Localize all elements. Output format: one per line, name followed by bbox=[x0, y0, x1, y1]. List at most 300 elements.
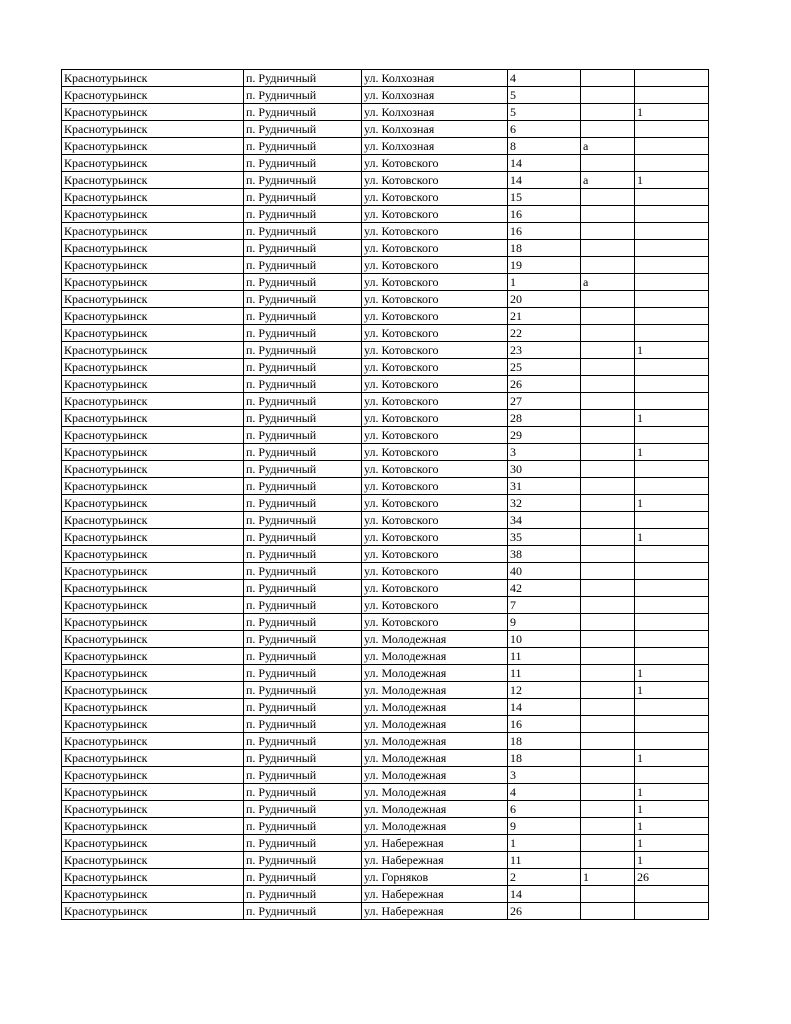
street-cell: ул. Набережная bbox=[362, 886, 508, 903]
street-cell: ул. Молодежная bbox=[362, 767, 508, 784]
street-cell: ул. Горняков bbox=[362, 869, 508, 886]
table-row bbox=[62, 852, 709, 869]
city-cell: Краснотурьинск bbox=[62, 512, 244, 529]
city-cell: Краснотурьинск bbox=[62, 733, 244, 750]
letter-cell bbox=[581, 155, 635, 172]
street-cell: ул. Котовского bbox=[362, 461, 508, 478]
table-row bbox=[62, 70, 709, 87]
letter-cell bbox=[581, 410, 635, 427]
settlement-cell: п. Рудничный bbox=[244, 682, 362, 699]
table-row bbox=[62, 767, 709, 784]
extra-cell bbox=[635, 699, 709, 716]
letter-cell bbox=[581, 529, 635, 546]
city-cell: Краснотурьинск bbox=[62, 155, 244, 172]
street-cell: ул. Котовского bbox=[362, 172, 508, 189]
extra-cell bbox=[635, 461, 709, 478]
house-number-cell: 23 bbox=[508, 342, 581, 359]
settlement-cell: п. Рудничный bbox=[244, 699, 362, 716]
extra-cell: 1 bbox=[635, 835, 709, 852]
settlement-cell: п. Рудничный bbox=[244, 648, 362, 665]
extra-cell bbox=[635, 308, 709, 325]
settlement-cell: п. Рудничный bbox=[244, 495, 362, 512]
letter-cell bbox=[581, 393, 635, 410]
house-number-cell: 6 bbox=[508, 121, 581, 138]
table-row bbox=[62, 835, 709, 852]
city-cell: Краснотурьинск bbox=[62, 291, 244, 308]
house-number-cell: 11 bbox=[508, 648, 581, 665]
city-cell: Краснотурьинск bbox=[62, 70, 244, 87]
extra-cell: 1 bbox=[635, 750, 709, 767]
extra-cell bbox=[635, 478, 709, 495]
city-cell: Краснотурьинск bbox=[62, 869, 244, 886]
extra-cell bbox=[635, 427, 709, 444]
letter-cell bbox=[581, 886, 635, 903]
extra-cell bbox=[635, 87, 709, 104]
extra-cell bbox=[635, 155, 709, 172]
city-cell: Краснотурьинск bbox=[62, 546, 244, 563]
city-cell: Краснотурьинск bbox=[62, 223, 244, 240]
settlement-cell: п. Рудничный bbox=[244, 869, 362, 886]
letter-cell bbox=[581, 512, 635, 529]
settlement-cell: п. Рудничный bbox=[244, 274, 362, 291]
letter-cell bbox=[581, 325, 635, 342]
street-cell: ул. Котовского bbox=[362, 444, 508, 461]
address-table-body bbox=[62, 70, 709, 920]
table-row bbox=[62, 393, 709, 410]
street-cell: ул. Котовского bbox=[362, 614, 508, 631]
settlement-cell: п. Рудничный bbox=[244, 342, 362, 359]
house-number-cell: 34 bbox=[508, 512, 581, 529]
city-cell: Краснотурьинск bbox=[62, 121, 244, 138]
letter-cell bbox=[581, 291, 635, 308]
extra-cell bbox=[635, 189, 709, 206]
table-row bbox=[62, 784, 709, 801]
extra-cell bbox=[635, 223, 709, 240]
city-cell: Краснотурьинск bbox=[62, 87, 244, 104]
table-row bbox=[62, 410, 709, 427]
extra-cell bbox=[635, 631, 709, 648]
extra-cell bbox=[635, 648, 709, 665]
settlement-cell: п. Рудничный bbox=[244, 716, 362, 733]
city-cell: Краснотурьинск bbox=[62, 393, 244, 410]
house-number-cell: 20 bbox=[508, 291, 581, 308]
city-cell: Краснотурьинск bbox=[62, 665, 244, 682]
extra-cell: 1 bbox=[635, 784, 709, 801]
letter-cell bbox=[581, 223, 635, 240]
street-cell: ул. Котовского bbox=[362, 546, 508, 563]
extra-cell bbox=[635, 580, 709, 597]
street-cell: ул. Котовского bbox=[362, 342, 508, 359]
extra-cell bbox=[635, 359, 709, 376]
letter-cell bbox=[581, 580, 635, 597]
street-cell: ул. Котовского bbox=[362, 495, 508, 512]
settlement-cell: п. Рудничный bbox=[244, 376, 362, 393]
letter-cell bbox=[581, 478, 635, 495]
extra-cell bbox=[635, 716, 709, 733]
house-number-cell: 38 bbox=[508, 546, 581, 563]
extra-cell bbox=[635, 512, 709, 529]
extra-cell bbox=[635, 206, 709, 223]
city-cell: Краснотурьинск bbox=[62, 359, 244, 376]
city-cell: Краснотурьинск bbox=[62, 886, 244, 903]
extra-cell: 1 bbox=[635, 342, 709, 359]
letter-cell bbox=[581, 733, 635, 750]
letter-cell bbox=[581, 767, 635, 784]
extra-cell bbox=[635, 121, 709, 138]
city-cell: Краснотурьинск bbox=[62, 410, 244, 427]
city-cell: Краснотурьинск bbox=[62, 835, 244, 852]
city-cell: Краснотурьинск bbox=[62, 801, 244, 818]
street-cell: ул. Молодежная bbox=[362, 750, 508, 767]
settlement-cell: п. Рудничный bbox=[244, 172, 362, 189]
table-row bbox=[62, 240, 709, 257]
settlement-cell: п. Рудничный bbox=[244, 393, 362, 410]
city-cell: Краснотурьинск bbox=[62, 784, 244, 801]
extra-cell bbox=[635, 376, 709, 393]
street-cell: ул. Котовского bbox=[362, 240, 508, 257]
city-cell: Краснотурьинск bbox=[62, 206, 244, 223]
letter-cell bbox=[581, 444, 635, 461]
street-cell: ул. Котовского bbox=[362, 223, 508, 240]
house-number-cell: 16 bbox=[508, 223, 581, 240]
house-number-cell: 8 bbox=[508, 138, 581, 155]
street-cell: ул. Молодежная bbox=[362, 682, 508, 699]
table-row bbox=[62, 359, 709, 376]
table-row bbox=[62, 869, 709, 886]
city-cell: Краснотурьинск bbox=[62, 597, 244, 614]
letter-cell: а bbox=[581, 274, 635, 291]
city-cell: Краснотурьинск bbox=[62, 903, 244, 920]
letter-cell bbox=[581, 240, 635, 257]
city-cell: Краснотурьинск bbox=[62, 767, 244, 784]
table-row bbox=[62, 495, 709, 512]
street-cell: ул. Колхозная bbox=[362, 87, 508, 104]
table-row bbox=[62, 750, 709, 767]
settlement-cell: п. Рудничный bbox=[244, 308, 362, 325]
city-cell: Краснотурьинск bbox=[62, 325, 244, 342]
letter-cell bbox=[581, 614, 635, 631]
house-number-cell: 9 bbox=[508, 614, 581, 631]
street-cell: ул. Колхозная bbox=[362, 104, 508, 121]
settlement-cell: п. Рудничный bbox=[244, 155, 362, 172]
extra-cell: 1 bbox=[635, 104, 709, 121]
street-cell: ул. Котовского bbox=[362, 478, 508, 495]
extra-cell bbox=[635, 563, 709, 580]
table-row bbox=[62, 444, 709, 461]
house-number-cell: 14 bbox=[508, 699, 581, 716]
letter-cell bbox=[581, 716, 635, 733]
street-cell: ул. Котовского bbox=[362, 563, 508, 580]
letter-cell: а bbox=[581, 172, 635, 189]
house-number-cell: 25 bbox=[508, 359, 581, 376]
letter-cell bbox=[581, 852, 635, 869]
house-number-cell: 26 bbox=[508, 376, 581, 393]
house-number-cell: 27 bbox=[508, 393, 581, 410]
city-cell: Краснотурьинск bbox=[62, 461, 244, 478]
letter-cell bbox=[581, 631, 635, 648]
letter-cell bbox=[581, 359, 635, 376]
city-cell: Краснотурьинск bbox=[62, 818, 244, 835]
settlement-cell: п. Рудничный bbox=[244, 240, 362, 257]
city-cell: Краснотурьинск bbox=[62, 444, 244, 461]
extra-cell bbox=[635, 597, 709, 614]
street-cell: ул. Котовского bbox=[362, 512, 508, 529]
letter-cell bbox=[581, 308, 635, 325]
settlement-cell: п. Рудничный bbox=[244, 325, 362, 342]
house-number-cell: 5 bbox=[508, 87, 581, 104]
street-cell: ул. Набережная bbox=[362, 852, 508, 869]
extra-cell bbox=[635, 138, 709, 155]
street-cell: ул. Котовского bbox=[362, 597, 508, 614]
table-row bbox=[62, 342, 709, 359]
table-row bbox=[62, 155, 709, 172]
settlement-cell: п. Рудничный bbox=[244, 750, 362, 767]
settlement-cell: п. Рудничный bbox=[244, 903, 362, 920]
street-cell: ул. Котовского bbox=[362, 410, 508, 427]
city-cell: Краснотурьинск bbox=[62, 104, 244, 121]
settlement-cell: п. Рудничный bbox=[244, 359, 362, 376]
letter-cell bbox=[581, 665, 635, 682]
house-number-cell: 1 bbox=[508, 274, 581, 291]
street-cell: ул. Котовского bbox=[362, 393, 508, 410]
city-cell: Краснотурьинск bbox=[62, 580, 244, 597]
city-cell: Краснотурьинск bbox=[62, 427, 244, 444]
extra-cell: 1 bbox=[635, 818, 709, 835]
settlement-cell: п. Рудничный bbox=[244, 189, 362, 206]
settlement-cell: п. Рудничный bbox=[244, 767, 362, 784]
city-cell: Краснотурьинск bbox=[62, 631, 244, 648]
letter-cell bbox=[581, 495, 635, 512]
city-cell: Краснотурьинск bbox=[62, 750, 244, 767]
street-cell: ул. Котовского bbox=[362, 206, 508, 223]
table-row bbox=[62, 206, 709, 223]
settlement-cell: п. Рудничный bbox=[244, 206, 362, 223]
letter-cell bbox=[581, 903, 635, 920]
city-cell: Краснотурьинск bbox=[62, 716, 244, 733]
city-cell: Краснотурьинск bbox=[62, 648, 244, 665]
extra-cell bbox=[635, 614, 709, 631]
settlement-cell: п. Рудничный bbox=[244, 580, 362, 597]
street-cell: ул. Котовского bbox=[362, 376, 508, 393]
settlement-cell: п. Рудничный bbox=[244, 410, 362, 427]
table-row bbox=[62, 886, 709, 903]
letter-cell: 1 bbox=[581, 869, 635, 886]
extra-cell bbox=[635, 886, 709, 903]
street-cell: ул. Молодежная bbox=[362, 801, 508, 818]
house-number-cell: 7 bbox=[508, 597, 581, 614]
settlement-cell: п. Рудничный bbox=[244, 784, 362, 801]
city-cell: Краснотурьинск bbox=[62, 852, 244, 869]
house-number-cell: 11 bbox=[508, 665, 581, 682]
settlement-cell: п. Рудничный bbox=[244, 512, 362, 529]
table-row bbox=[62, 546, 709, 563]
letter-cell bbox=[581, 597, 635, 614]
table-row bbox=[62, 427, 709, 444]
settlement-cell: п. Рудничный bbox=[244, 886, 362, 903]
table-row bbox=[62, 121, 709, 138]
house-number-cell: 11 bbox=[508, 852, 581, 869]
street-cell: ул. Молодежная bbox=[362, 699, 508, 716]
extra-cell bbox=[635, 733, 709, 750]
letter-cell: а bbox=[581, 138, 635, 155]
city-cell: Краснотурьинск bbox=[62, 376, 244, 393]
letter-cell bbox=[581, 342, 635, 359]
street-cell: ул. Молодежная bbox=[362, 648, 508, 665]
house-number-cell: 42 bbox=[508, 580, 581, 597]
letter-cell bbox=[581, 682, 635, 699]
table-row bbox=[62, 682, 709, 699]
letter-cell bbox=[581, 189, 635, 206]
street-cell: ул. Котовского bbox=[362, 189, 508, 206]
letter-cell bbox=[581, 784, 635, 801]
city-cell: Краснотурьинск bbox=[62, 274, 244, 291]
table-row bbox=[62, 189, 709, 206]
city-cell: Краснотурьинск bbox=[62, 189, 244, 206]
city-cell: Краснотурьинск bbox=[62, 495, 244, 512]
table-row bbox=[62, 580, 709, 597]
table-row bbox=[62, 716, 709, 733]
house-number-cell: 22 bbox=[508, 325, 581, 342]
street-cell: ул. Молодежная bbox=[362, 716, 508, 733]
table-row bbox=[62, 614, 709, 631]
table-row bbox=[62, 172, 709, 189]
house-number-cell: 30 bbox=[508, 461, 581, 478]
house-number-cell: 12 bbox=[508, 682, 581, 699]
settlement-cell: п. Рудничный bbox=[244, 801, 362, 818]
letter-cell bbox=[581, 427, 635, 444]
house-number-cell: 3 bbox=[508, 444, 581, 461]
letter-cell bbox=[581, 376, 635, 393]
extra-cell bbox=[635, 257, 709, 274]
table-row bbox=[62, 665, 709, 682]
city-cell: Краснотурьинск bbox=[62, 563, 244, 580]
table-row bbox=[62, 223, 709, 240]
table-row bbox=[62, 308, 709, 325]
settlement-cell: п. Рудничный bbox=[244, 631, 362, 648]
street-cell: ул. Молодежная bbox=[362, 818, 508, 835]
extra-cell: 1 bbox=[635, 529, 709, 546]
settlement-cell: п. Рудничный bbox=[244, 597, 362, 614]
street-cell: ул. Котовского bbox=[362, 580, 508, 597]
letter-cell bbox=[581, 461, 635, 478]
address-table bbox=[61, 69, 709, 920]
house-number-cell: 31 bbox=[508, 478, 581, 495]
house-number-cell: 4 bbox=[508, 70, 581, 87]
settlement-cell: п. Рудничный bbox=[244, 733, 362, 750]
street-cell: ул. Котовского bbox=[362, 325, 508, 342]
settlement-cell: п. Рудничный bbox=[244, 104, 362, 121]
settlement-cell: п. Рудничный bbox=[244, 291, 362, 308]
settlement-cell: п. Рудничный bbox=[244, 546, 362, 563]
house-number-cell: 40 bbox=[508, 563, 581, 580]
table-row bbox=[62, 699, 709, 716]
settlement-cell: п. Рудничный bbox=[244, 257, 362, 274]
letter-cell bbox=[581, 648, 635, 665]
house-number-cell: 16 bbox=[508, 206, 581, 223]
settlement-cell: п. Рудничный bbox=[244, 427, 362, 444]
letter-cell bbox=[581, 104, 635, 121]
house-number-cell: 18 bbox=[508, 240, 581, 257]
settlement-cell: п. Рудничный bbox=[244, 138, 362, 155]
city-cell: Краснотурьинск bbox=[62, 529, 244, 546]
city-cell: Краснотурьинск bbox=[62, 308, 244, 325]
extra-cell: 1 bbox=[635, 682, 709, 699]
house-number-cell: 21 bbox=[508, 308, 581, 325]
table-row bbox=[62, 87, 709, 104]
table-row bbox=[62, 104, 709, 121]
house-number-cell: 14 bbox=[508, 886, 581, 903]
table-row bbox=[62, 563, 709, 580]
house-number-cell: 35 bbox=[508, 529, 581, 546]
settlement-cell: п. Рудничный bbox=[244, 223, 362, 240]
settlement-cell: п. Рудничный bbox=[244, 614, 362, 631]
table-row bbox=[62, 818, 709, 835]
house-number-cell: 19 bbox=[508, 257, 581, 274]
letter-cell bbox=[581, 206, 635, 223]
extra-cell bbox=[635, 291, 709, 308]
letter-cell bbox=[581, 257, 635, 274]
house-number-cell: 28 bbox=[508, 410, 581, 427]
street-cell: ул. Котовского bbox=[362, 529, 508, 546]
settlement-cell: п. Рудничный bbox=[244, 529, 362, 546]
extra-cell: 1 bbox=[635, 410, 709, 427]
house-number-cell: 3 bbox=[508, 767, 581, 784]
street-cell: ул. Котовского bbox=[362, 155, 508, 172]
settlement-cell: п. Рудничный bbox=[244, 121, 362, 138]
extra-cell: 1 bbox=[635, 495, 709, 512]
extra-cell bbox=[635, 325, 709, 342]
house-number-cell: 32 bbox=[508, 495, 581, 512]
settlement-cell: п. Рудничный bbox=[244, 87, 362, 104]
street-cell: ул. Котовского bbox=[362, 257, 508, 274]
house-number-cell: 18 bbox=[508, 733, 581, 750]
letter-cell bbox=[581, 835, 635, 852]
table-row bbox=[62, 597, 709, 614]
street-cell: ул. Колхозная bbox=[362, 121, 508, 138]
settlement-cell: п. Рудничный bbox=[244, 818, 362, 835]
table-row bbox=[62, 648, 709, 665]
letter-cell bbox=[581, 121, 635, 138]
extra-cell bbox=[635, 274, 709, 291]
house-number-cell: 10 bbox=[508, 631, 581, 648]
table-row bbox=[62, 291, 709, 308]
street-cell: ул. Набережная bbox=[362, 903, 508, 920]
settlement-cell: п. Рудничный bbox=[244, 563, 362, 580]
letter-cell bbox=[581, 563, 635, 580]
table-row bbox=[62, 903, 709, 920]
table-row bbox=[62, 274, 709, 291]
letter-cell bbox=[581, 801, 635, 818]
settlement-cell: п. Рудничный bbox=[244, 852, 362, 869]
street-cell: ул. Набережная bbox=[362, 835, 508, 852]
extra-cell: 1 bbox=[635, 665, 709, 682]
table-row bbox=[62, 512, 709, 529]
address-sheet bbox=[61, 69, 709, 920]
city-cell: Краснотурьинск bbox=[62, 682, 244, 699]
city-cell: Краснотурьинск bbox=[62, 240, 244, 257]
street-cell: ул. Молодежная bbox=[362, 665, 508, 682]
house-number-cell: 18 bbox=[508, 750, 581, 767]
table-row bbox=[62, 529, 709, 546]
house-number-cell: 29 bbox=[508, 427, 581, 444]
extra-cell bbox=[635, 240, 709, 257]
extra-cell: 1 bbox=[635, 172, 709, 189]
extra-cell bbox=[635, 393, 709, 410]
settlement-cell: п. Рудничный bbox=[244, 478, 362, 495]
table-row bbox=[62, 801, 709, 818]
street-cell: ул. Котовского bbox=[362, 427, 508, 444]
extra-cell: 26 bbox=[635, 869, 709, 886]
